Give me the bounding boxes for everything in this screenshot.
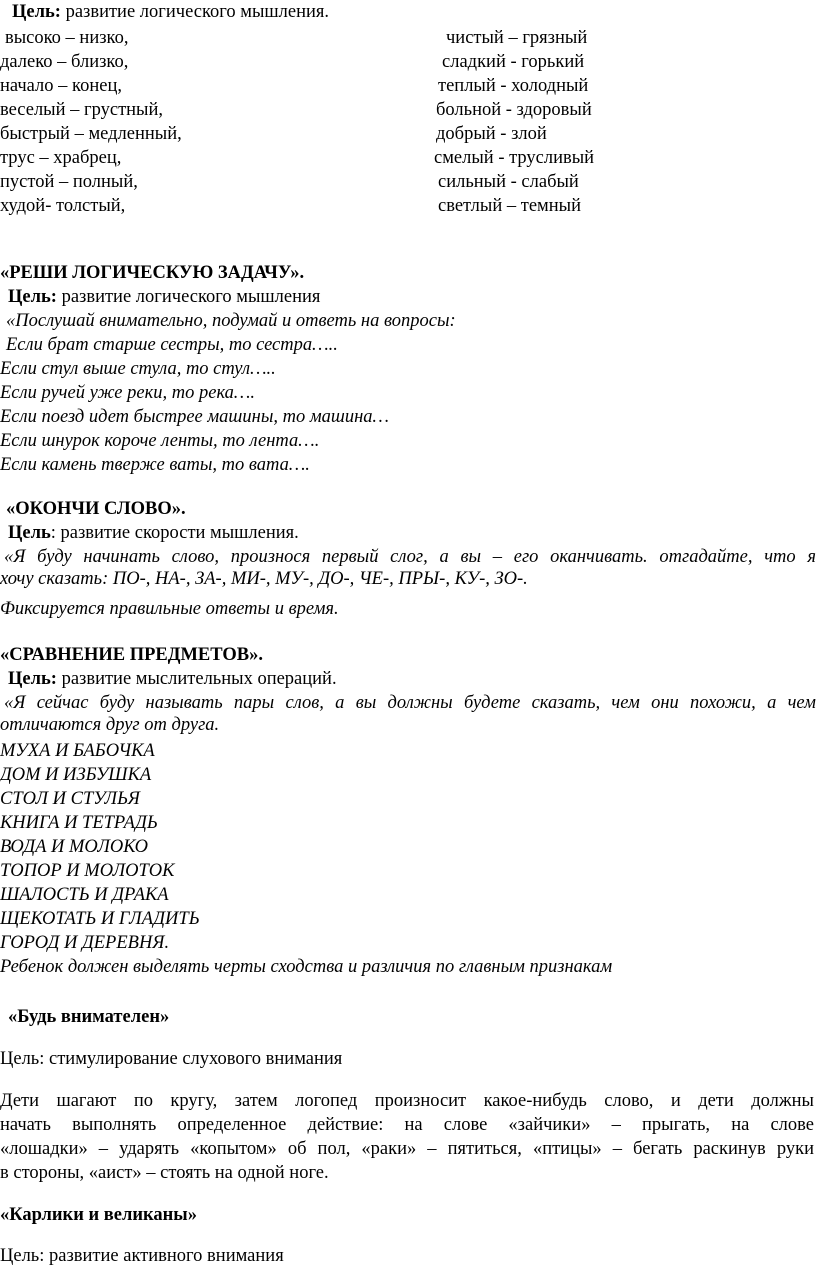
paragraph-line: начать выполнять определенное действие: на слове «зайчики» – прыгать, на слове xyxy=(0,1115,814,1135)
paragraph-line: в стороны, «аист» – стоять на одной ноге. xyxy=(0,1163,329,1183)
antonym-left: далеко – близко, xyxy=(0,52,129,72)
compare-pair: ДОМ И ИЗБУШКА xyxy=(0,765,152,785)
antonym-left: начало – конец, xyxy=(0,76,122,96)
antonym-right: смелый - трусливый xyxy=(434,148,595,168)
compare-pair: ТОПОР И МОЛОТОК xyxy=(0,861,175,881)
antonym-right: теплый - холодный xyxy=(438,76,589,96)
dwarfs-goal: Цель: развитие активного внимания xyxy=(0,1246,284,1266)
antonym-left: трус – храбрец, xyxy=(0,148,122,168)
goal-label: Цель: xyxy=(8,669,57,689)
compare-title: «СРАВНЕНИЕ ПРЕДМЕТОВ». xyxy=(0,645,263,665)
antonym-right: сильный - слабый xyxy=(438,172,579,192)
logic-line: Если камень тверже ваты, то вата…. xyxy=(0,455,310,475)
compare-pair: МУХА И БАБОЧКА xyxy=(0,741,155,761)
goal-text: : развитие скорости мышления. xyxy=(50,523,299,543)
compare-instructions xyxy=(0,692,816,736)
logic-line: «Послушай внимательно, подумай и ответь на вопросы: xyxy=(6,311,456,331)
goal-text: развитие логического мышления. xyxy=(60,2,330,22)
paragraph-line: Дети шагают по кругу, затем логопед произносит какое-нибудь слово, и дети должны xyxy=(0,1091,814,1111)
word-line: хочу сказать: ПО-, НА-, ЗА-, МИ-, МУ-, ДО-, ЧЕ-, ПРЫ-, КУ-, ЗО-. xyxy=(0,569,528,589)
antonym-left: высоко – низко, xyxy=(5,28,129,48)
dwarfs-title: «Карлики и великаны» xyxy=(0,1205,197,1225)
antonym-left: пустой – полный, xyxy=(0,172,138,192)
compare-note: Ребенок должен выделять черты сходства и различия по главным признакам xyxy=(0,957,613,977)
attentive-title: «Будь внимателен» xyxy=(8,1007,170,1027)
compare-pair: ВОДА И МОЛОКО xyxy=(0,837,148,857)
antonym-right: светлый – темный xyxy=(438,196,581,216)
logic-line: Если поезд идет быстрее машины, то машина… xyxy=(0,407,389,427)
goal-label: Цель xyxy=(8,523,51,543)
antonym-left: веселый – грустный, xyxy=(0,100,164,120)
word-goal xyxy=(8,522,299,544)
logic-line: Если брат старше сестры, то сестра….. xyxy=(6,335,338,355)
compare-line: отличаются друг от друга. xyxy=(0,715,220,735)
attentive-goal: Цель: стимулирование слухового внимания xyxy=(0,1049,343,1069)
compare-goal xyxy=(8,668,337,690)
compare-pair: ЩЕКОТАТЬ И ГЛАДИТЬ xyxy=(0,909,200,929)
goal-text: развитие логического мышления xyxy=(56,287,321,307)
logic-line: Если ручей уже реки, то река…. xyxy=(0,383,255,403)
attentive-paragraph xyxy=(0,1089,814,1185)
compare-pair: ШАЛОСТЬ И ДРАКА xyxy=(0,885,169,905)
logic-line: Если шнурок короче ленты, то лента…. xyxy=(0,431,320,451)
compare-pair: ГОРОД И ДЕРЕВНЯ. xyxy=(0,933,170,953)
antonym-right: добрый - злой xyxy=(436,124,547,144)
compare-pair: СТОЛ И СТУЛЬЯ xyxy=(0,789,140,809)
goal-label: Цель: xyxy=(8,287,57,307)
word-line: «Я буду начинать слово, произнося первый слог, а вы – его оканчивать. отгадайте, что я xyxy=(4,547,816,567)
paragraph-line: «лошадки» – ударять «копытом» об пол, «раки» – пятиться, «птицы» – бегать раскинув руки xyxy=(0,1139,814,1159)
logic-title: «РЕШИ ЛОГИЧЕСКУЮ ЗАДАЧУ». xyxy=(0,263,305,283)
word-instructions xyxy=(0,546,816,590)
goal-text: развитие мыслительных операций. xyxy=(56,669,337,689)
word-title: «ОКОНЧИ СЛОВО». xyxy=(6,499,186,519)
antonyms-goal xyxy=(12,1,329,23)
compare-line: «Я сейчас буду называть пары слов, а вы должны будете сказать, чем они похожи, а чем xyxy=(4,693,816,713)
logic-line: Если стул выше стула, то стул….. xyxy=(0,359,276,379)
word-note: Фиксируется правильные ответы и время. xyxy=(0,599,339,619)
antonym-left: быстрый – медленный, xyxy=(0,124,182,144)
antonym-right: больной - здоровый xyxy=(436,100,592,120)
logic-goal xyxy=(8,286,320,308)
compare-pair: КНИГА И ТЕТРАДЬ xyxy=(0,813,158,833)
antonym-left: худой- толстый, xyxy=(0,196,126,216)
antonym-right: сладкий - горький xyxy=(442,52,585,72)
goal-label: Цель: xyxy=(12,2,61,22)
antonym-right: чистый – грязный xyxy=(446,28,588,48)
